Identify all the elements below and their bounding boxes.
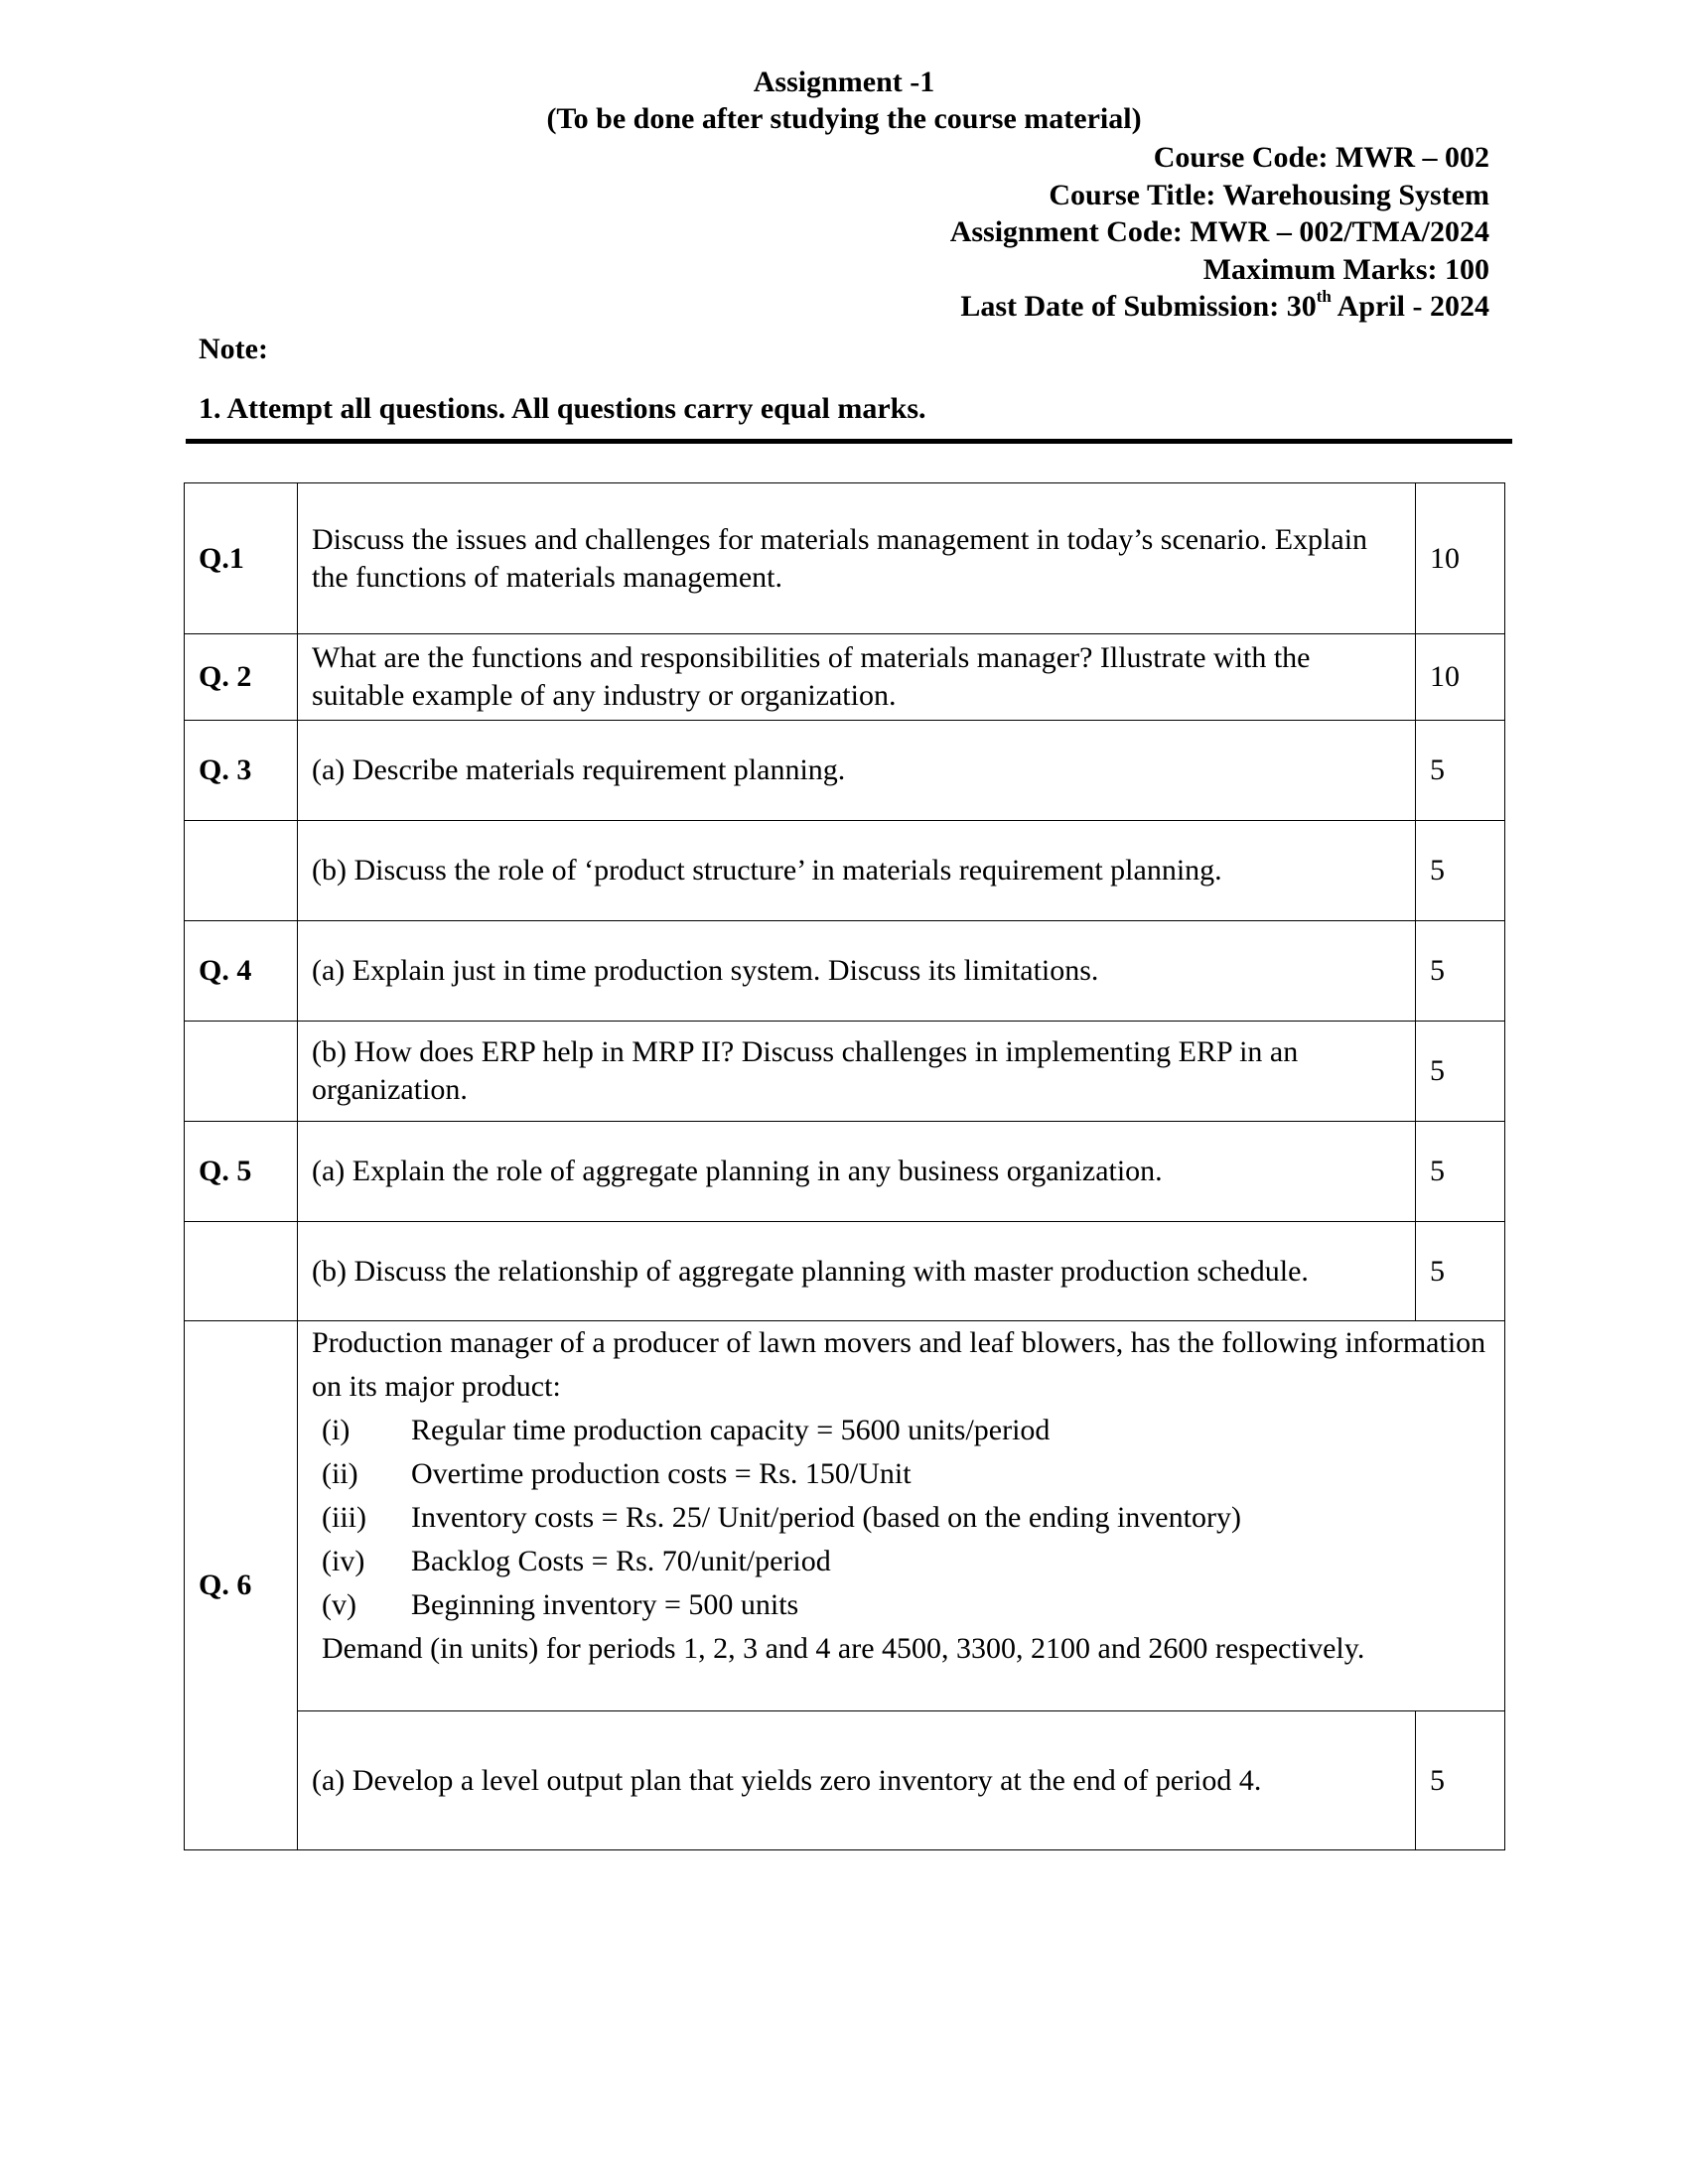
question-row [185,1122,1505,1222]
question-number: Q. 5 [185,1122,298,1222]
assignment-code: Assignment Code: MWR – 002/TMA/2024 [949,215,1489,248]
list-item-number: (v) [322,1588,356,1621]
question-6-row [185,1321,1505,1711]
question-text: (a) Describe materials requirement planning. [298,721,1416,821]
question-row [185,1022,1505,1122]
question-row [185,721,1505,821]
list-item-number: (iii) [322,1501,366,1534]
question-number [185,821,298,921]
question-row [185,634,1505,721]
question-marks: 5 [1416,921,1505,1022]
question-text: (a) Explain the role of aggregate planning in any business organization. [298,1122,1416,1222]
questions-table [184,482,1505,1850]
question-marks: 5 [1416,1222,1505,1321]
list-item-text: Inventory costs = Rs. 25/ Unit/period (based on the ending inventory) [411,1501,1241,1534]
list-item-number: (ii) [322,1457,358,1490]
list-item [312,1496,1490,1540]
question-marks: 5 [1416,1122,1505,1222]
question-text: (a) Explain just in time production system. Discuss its limitations. [298,921,1416,1022]
course-title: Course Title: Warehousing System [1049,179,1489,211]
question-number: Q. 3 [185,721,298,821]
assignment-title: Assignment -1 [753,66,935,98]
note-item-1: 1. Attempt all questions. All questions carry equal marks. [199,392,926,425]
question-text: (b) How does ERP help in MRP II? Discuss challenges in implementing ERP in an organization. [298,1022,1416,1122]
question-marks: 5 [1416,821,1505,921]
list-item-text: Backlog Costs = Rs. 70/unit/period [411,1545,831,1577]
question-row [185,921,1505,1022]
list-item-text: Overtime production costs = Rs. 150/Unit [411,1457,912,1490]
list-item [312,1409,1490,1452]
question-number: Q. 4 [185,921,298,1022]
question-6-list [312,1409,1490,1627]
question-marks: 5 [1416,1022,1505,1122]
question-marks: 5 [1416,1711,1505,1850]
question-text: (a) Develop a level output plan that yields zero inventory at the end of period 4. [298,1711,1416,1850]
list-item-number: (iv) [322,1545,365,1577]
last-date-superscript: th [1316,287,1332,306]
question-number [185,1022,298,1122]
last-date-suffix: April - 2024 [1331,290,1489,323]
last-date-of-submission [960,288,1489,325]
question-number: Q.1 [185,483,298,634]
last-date-prefix: Last Date of Submission: 30 [960,290,1317,323]
maximum-marks: Maximum Marks: 100 [1202,253,1489,286]
question-number [185,1222,298,1321]
question-text: Discuss the issues and challenges for materials management in today’s scenario. Explain the functions of materials management. [298,483,1416,634]
header-divider [186,439,1512,444]
question-row [185,821,1505,921]
question-number: Q. 6 [185,1321,298,1850]
list-item [312,1540,1490,1583]
question-number: Q. 2 [185,634,298,721]
list-item-text: Regular time production capacity = 5600 units/period [411,1414,1051,1446]
question-marks: 5 [1416,721,1505,821]
list-item-text: Beginning inventory = 500 units [411,1588,799,1621]
question-marks: 10 [1416,483,1505,634]
question-text: What are the functions and responsibilities of materials manager? Illustrate with the suitable example of any industry or organization. [298,634,1416,721]
question-text: (b) Discuss the relationship of aggregate planning with master production schedule. [298,1222,1416,1321]
question-6-demand: Demand (in units) for periods 1, 2, 3 and 4 are 4500, 3300, 2100 and 2600 respectively. [322,1632,1365,1665]
question-6-body [298,1321,1505,1711]
assignment-subtitle: (To be done after studying the course material) [546,102,1142,135]
question-row [185,483,1505,634]
list-item [312,1583,1490,1627]
question-marks: 10 [1416,634,1505,721]
question-row [185,1222,1505,1321]
note-label: Note: [199,333,268,365]
list-item-number: (i) [322,1414,351,1446]
question-text: (b) Discuss the role of ‘product structure’ in materials requirement planning. [298,821,1416,921]
question-6-intro: Production manager of a producer of lawn movers and leaf blowers, has the following information on its major product: [312,1326,1486,1403]
question-row [185,1711,1505,1850]
course-code: Course Code: MWR – 002 [1153,141,1489,174]
list-item [312,1452,1490,1496]
